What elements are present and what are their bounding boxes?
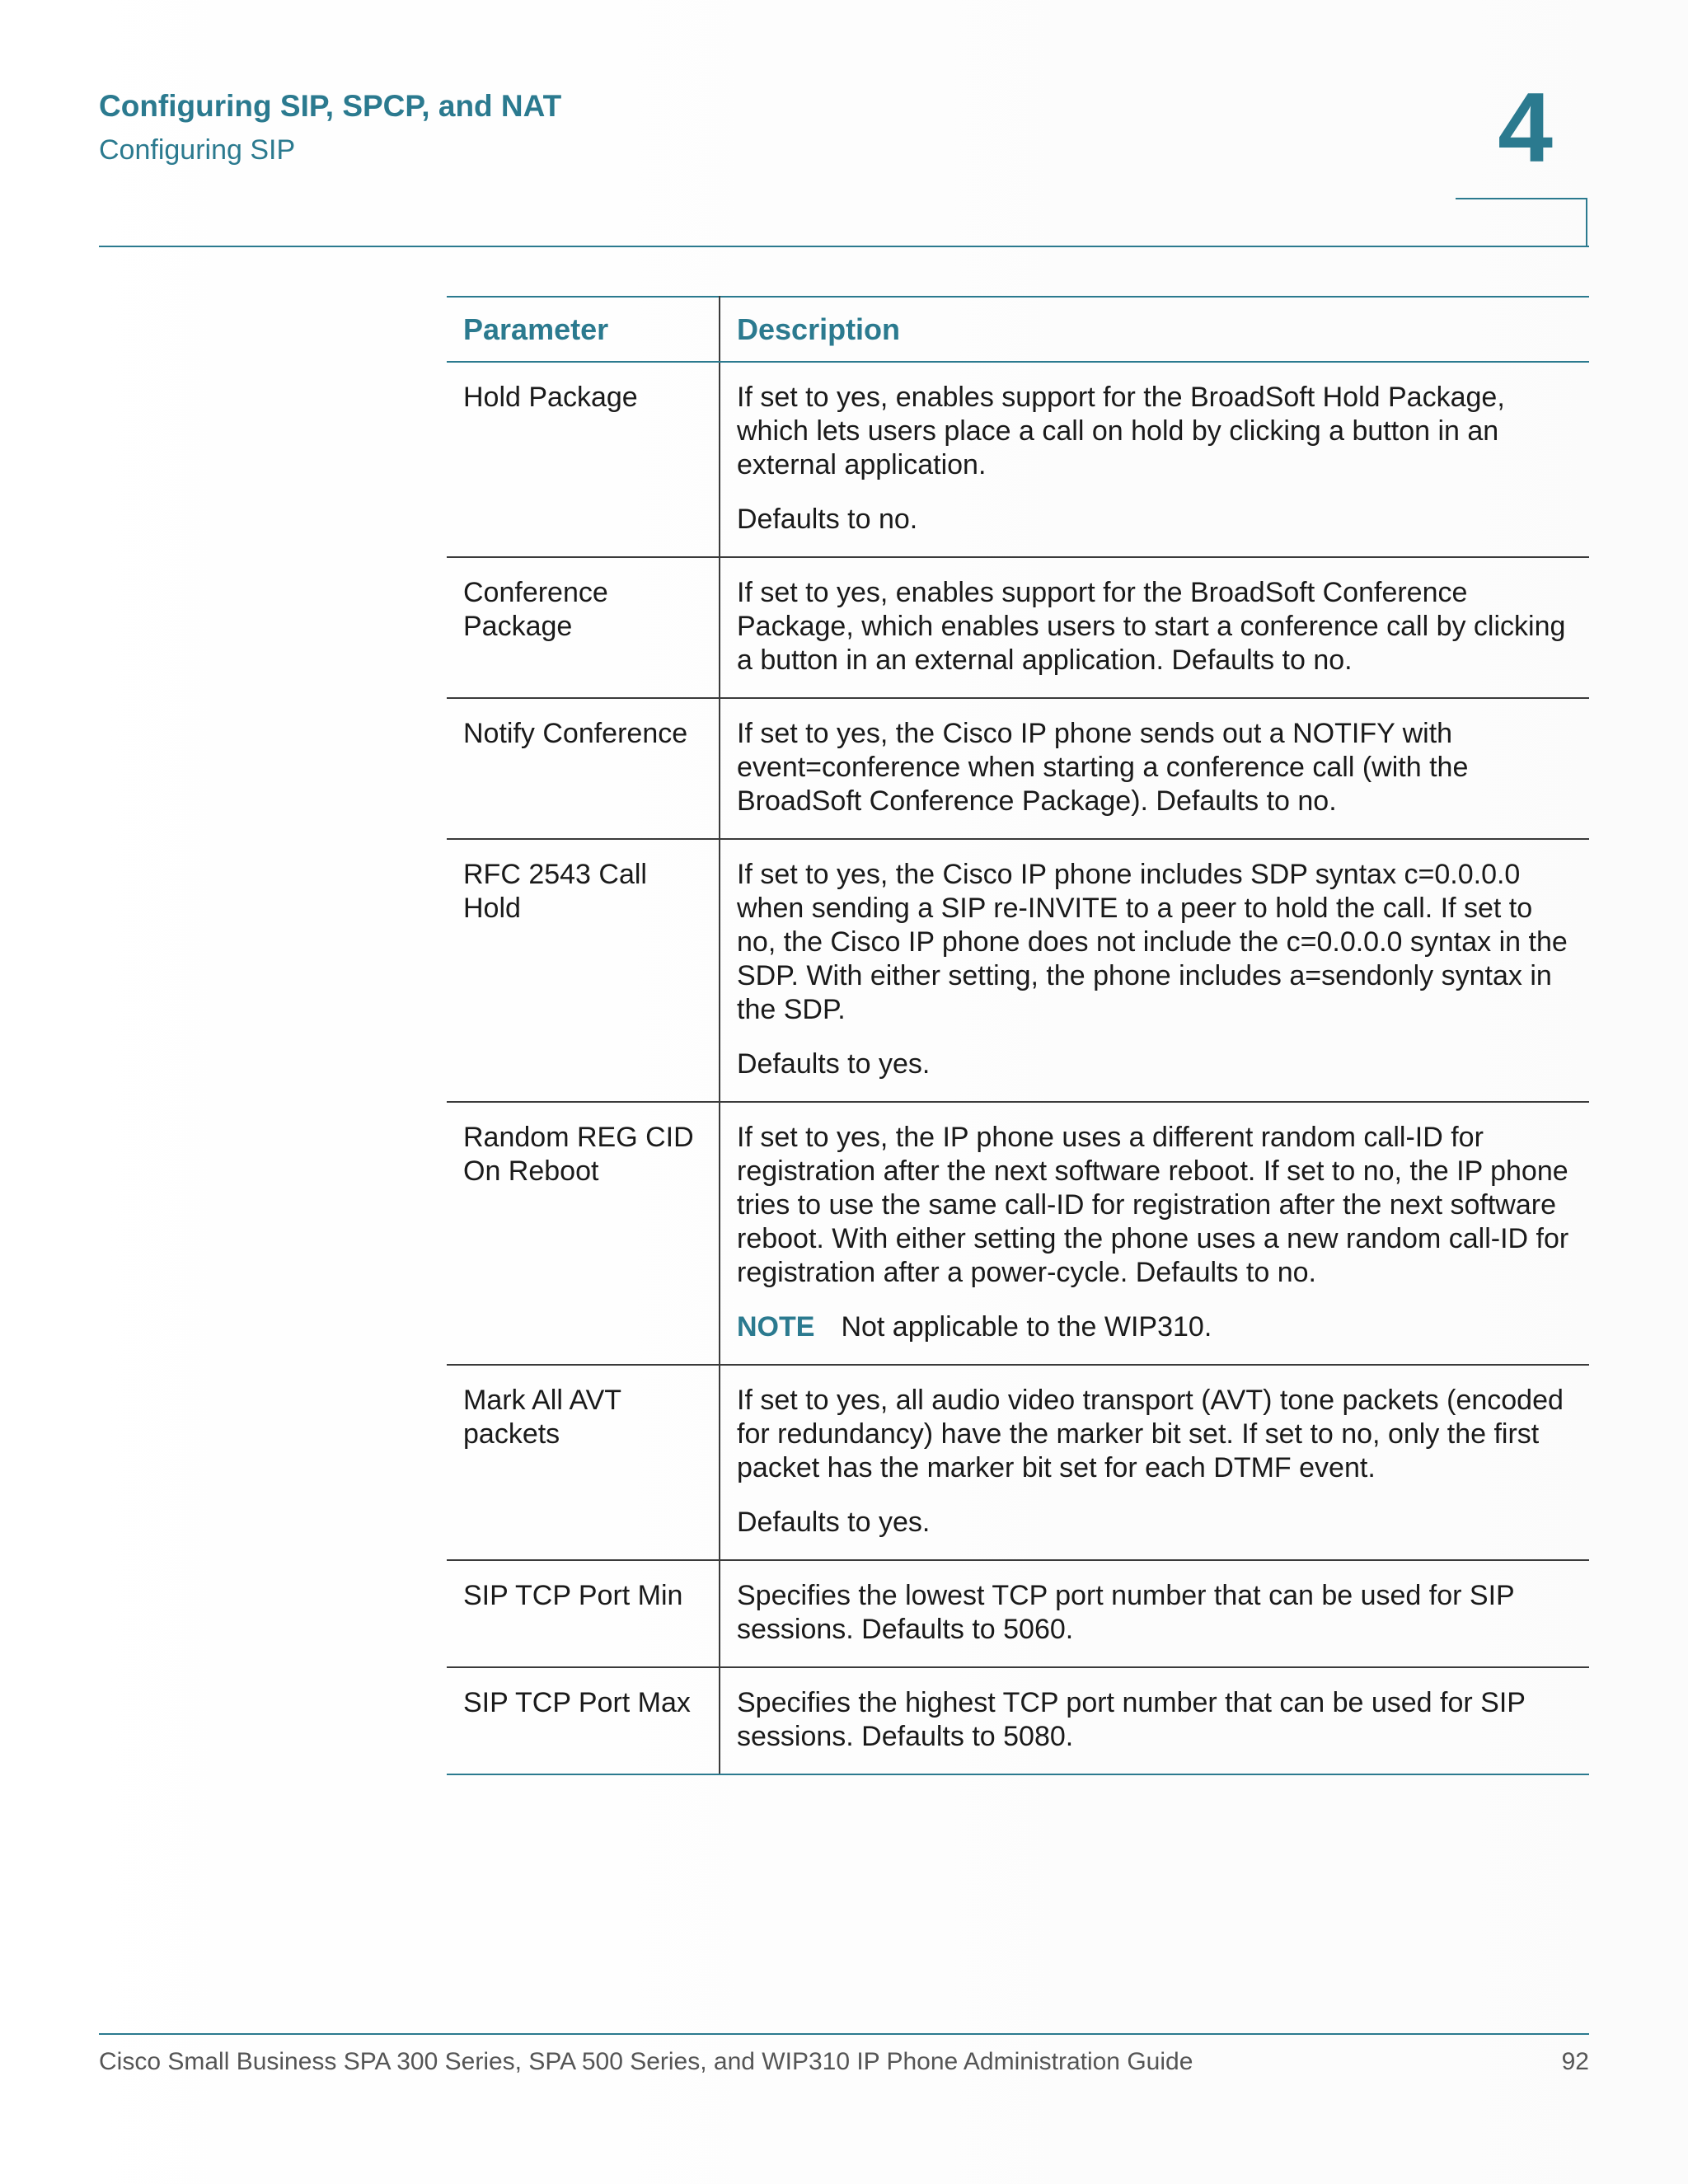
parameter-cell: SIP TCP Port Min <box>447 1560 720 1667</box>
description-text: Specifies the highest TCP port number that can be used for SIP sessions. Defaults to 5080. <box>737 1687 1526 1752</box>
table-row <box>447 839 1589 1102</box>
chapter-tab-bracket <box>1456 198 1587 246</box>
description-text: Specifies the lowest TCP port number that can be used for SIP sessions. Defaults to 5060. <box>737 1580 1515 1645</box>
parameter-cell: Mark All AVT packets <box>447 1365 720 1560</box>
parameter-cell: SIP TCP Port Max <box>447 1667 720 1774</box>
description-cell <box>720 1102 1589 1365</box>
default-text: Defaults to no. <box>737 504 918 535</box>
description-cell <box>720 698 1589 839</box>
parameter-cell: Conference Package <box>447 557 720 698</box>
chapter-number: 4 <box>1498 73 1553 183</box>
description-text: If set to yes, the IP phone uses a different random call-ID for registration after the next software reboot. If set to no, the IP phone tries to use the same call-ID for registration after the next software reboot. With either setting the phone uses a new random call-ID for registration after a power-cycle. Defaults to no. <box>737 1122 1569 1288</box>
description-cell <box>720 1667 1589 1774</box>
table-row <box>447 698 1589 839</box>
description-cell <box>720 557 1589 698</box>
description-cell <box>720 839 1589 1102</box>
description-cell <box>720 1560 1589 1667</box>
parameter-cell: Hold Package <box>447 362 720 557</box>
description-text: If set to yes, the Cisco IP phone sends out a NOTIFY with event=conference when starting a conference call (with the BroadSoft Conference Package). Defaults to no. <box>737 718 1469 817</box>
footer-divider <box>99 2033 1589 2035</box>
description-cell <box>720 1365 1589 1560</box>
table-row <box>447 1560 1589 1667</box>
parameter-cell: Notify Conference <box>447 698 720 839</box>
description-text: If set to yes, all audio video transport (AVT) tone packets (encoded for redundancy) have the marker bit set. If set to no, only the first packet has the marker bit set for each DTMF event. <box>737 1385 1564 1483</box>
table-row <box>447 1365 1589 1560</box>
default-text: Defaults to yes. <box>737 1507 931 1538</box>
description-cell <box>720 362 1589 557</box>
description-text: If set to yes, enables support for the BroadSoft Hold Package, which lets users place a call on hold by clicking a button in an external application. <box>737 382 1505 480</box>
table-row <box>447 1102 1589 1365</box>
note <box>737 1310 1573 1344</box>
table-row <box>447 557 1589 698</box>
page-number: 92 <box>1561 2048 1589 2075</box>
table-row <box>447 362 1589 557</box>
column-header-description: Description <box>720 297 1589 362</box>
footer-guide-title: Cisco Small Business SPA 300 Series, SPA 500 Series, and WIP310 IP Phone Administration Guide <box>99 2048 1193 2075</box>
column-header-parameter: Parameter <box>447 297 720 362</box>
section-title: Configuring SIP <box>99 134 296 166</box>
description-text: If set to yes, enables support for the BroadSoft Conference Package, which enables users to start a conference call by clicking a button in an external application. Defaults to no. <box>737 577 1566 676</box>
default-text: Defaults to yes. <box>737 1048 931 1080</box>
note-label: NOTE <box>737 1311 815 1343</box>
parameter-table <box>447 296 1589 1775</box>
parameter-cell: Random REG CID On Reboot <box>447 1102 720 1365</box>
table-row <box>447 1667 1589 1774</box>
chapter-title: Configuring SIP, SPCP, and NAT <box>99 89 562 123</box>
note-text: Not applicable to the WIP310. <box>841 1311 1212 1343</box>
table-header-row <box>447 297 1589 362</box>
description-text: If set to yes, the Cisco IP phone includes SDP syntax c=0.0.0.0 when sending a SIP re-INVITE to a peer to hold the call. If set to no, the Cisco IP phone does not include the c=0.0.0.0 syntax in the SDP. With either setting, the phone includes a=sendonly syntax in the SDP. <box>737 859 1568 1025</box>
parameter-cell: RFC 2543 Call Hold <box>447 839 720 1102</box>
header-divider <box>99 246 1589 247</box>
